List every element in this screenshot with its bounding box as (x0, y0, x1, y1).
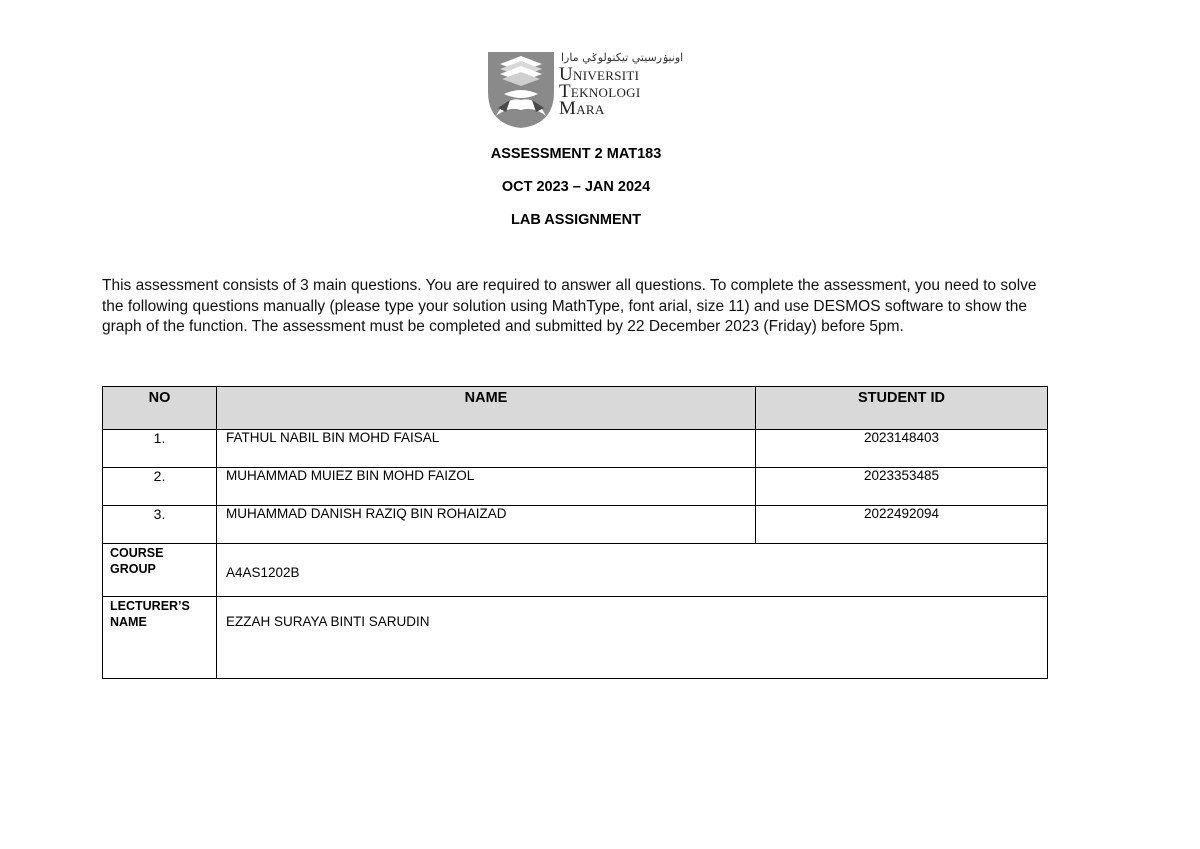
table-row (103, 468, 1048, 506)
student-id: 2022492094 (756, 506, 1048, 544)
student-no: 1. (103, 430, 217, 468)
lecturer-row (103, 597, 1048, 679)
header-name: NAME (217, 387, 756, 430)
header-no: NO (103, 387, 217, 430)
student-name: FATHUL NABIL BIN MOHD FAISAL (217, 430, 756, 468)
logo-line-1: Universiti (559, 64, 640, 85)
lecturer-label (103, 597, 217, 679)
document-title: ASSESSMENT 2 MAT183 (490, 146, 662, 162)
logo-wordmark (559, 66, 640, 117)
table-row (103, 430, 1048, 468)
session-period: OCT 2023 – JAN 2024 (501, 179, 651, 195)
student-no: 2. (103, 468, 217, 506)
lecturer-label-line-2: NAME (110, 615, 147, 629)
instructions-paragraph: This assessment consists of 3 main questions. You are required to answer all questions. To complete the assessment, you need to solve the following questions manually (please type your solution using MathType, font arial, size 11) and use DESMOS software to show the graph of the function. The assessment must be completed and submitted by 22 December 2023 (Friday) before 5pm. (102, 277, 1037, 335)
student-id: 2023148403 (756, 430, 1048, 468)
logo-arabic-text: اونيۏرسيتي تيكنولوݢي مارا (561, 51, 684, 64)
student-id: 2023353485 (756, 468, 1048, 506)
course-group-label-line-1: COURSE (110, 546, 164, 560)
course-group-label (103, 544, 217, 597)
assignment-type: LAB ASSIGNMENT (511, 212, 641, 228)
table-row (103, 506, 1048, 544)
course-group-value: A4AS1202B (217, 544, 1048, 597)
student-no: 3. (103, 506, 217, 544)
course-group-label-line-2: GROUP (110, 562, 156, 576)
student-table (102, 386, 1048, 679)
lecturer-name-value: EZZAH SURAYA BINTI SARUDIN (217, 597, 1048, 679)
logo-line-3: Mara (559, 98, 605, 119)
course-group-row (103, 544, 1048, 597)
table-header-row (103, 387, 1048, 430)
logo-line-2: Teknologi (559, 81, 641, 102)
lecturer-label-line-1: LECTURER’S (110, 599, 190, 613)
header-student-id: STUDENT ID (756, 387, 1048, 430)
student-name: MUHAMMAD DANISH RAZIQ BIN ROHAIZAD (217, 506, 756, 544)
student-name: MUHAMMAD MUIEZ BIN MOHD FAIZOL (217, 468, 756, 506)
